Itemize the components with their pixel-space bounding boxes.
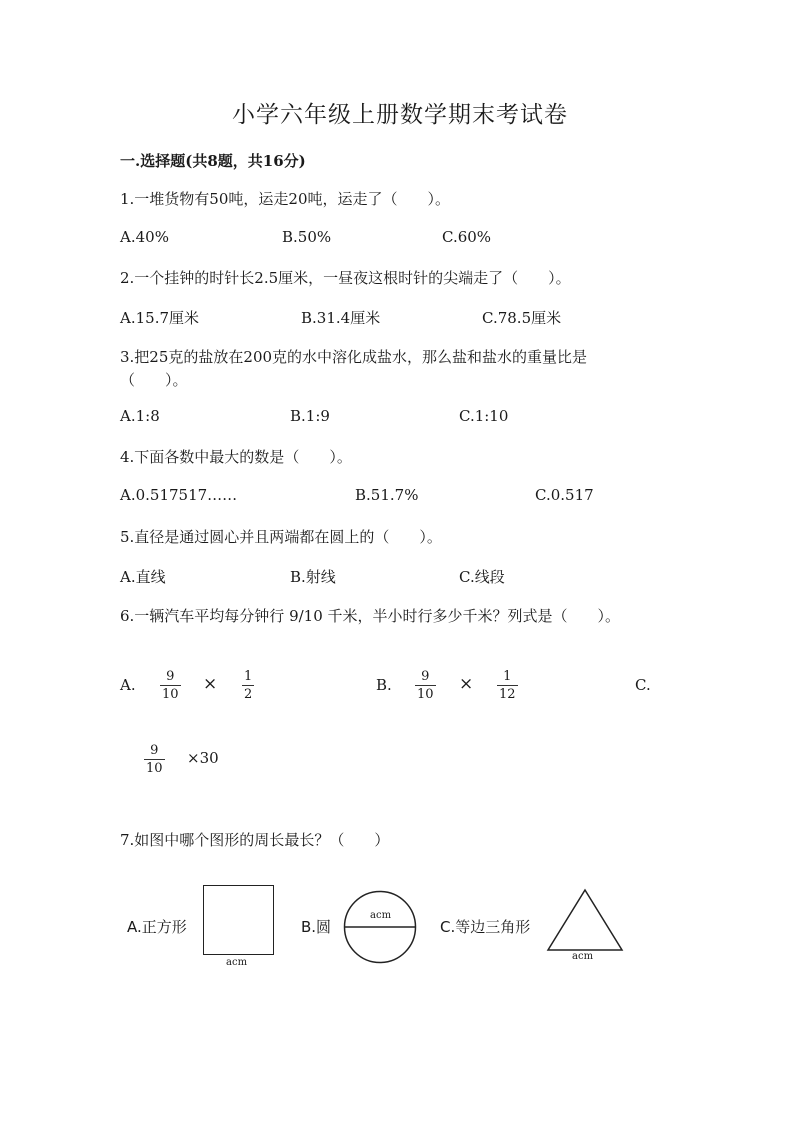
q6-a-fraction-2 — [242, 669, 254, 702]
q7-option-b: B.圆 — [301, 918, 332, 936]
q7-option-c: C.等边三角形 — [440, 918, 531, 936]
q5-option-a: A.直线 — [120, 568, 166, 586]
q6-c-times-30: ×30 — [187, 749, 219, 767]
q2-option-b: B.31.4厘米 — [301, 309, 381, 327]
q6-a-times: × — [203, 674, 218, 694]
question-2: 2.一个挂钟的时针长2.5厘米，一昼夜这根时针的尖端走了（ ）。 — [120, 269, 571, 287]
numerator: 9 — [150, 743, 159, 758]
q1-option-a: A.40% — [120, 228, 169, 246]
denominator: 10 — [417, 687, 434, 702]
q6-c-fraction — [144, 743, 165, 776]
q3-option-c: C.1:10 — [459, 407, 509, 425]
triangle-side-label: acm — [572, 951, 594, 962]
q6-b-fraction-2 — [497, 669, 518, 702]
q2-option-a: A.15.7厘米 — [120, 309, 199, 327]
q6-option-a-label: A. — [120, 676, 136, 694]
question-7: 7.如图中哪个图形的周长最长？（ ） — [120, 831, 390, 849]
square-side-label: acm — [226, 957, 248, 968]
question-6: 6.一辆汽车平均每分钟行 9/10 千米，半小时行多少千米？列式是（ ）。 — [120, 607, 621, 625]
denominator: 10 — [162, 687, 179, 702]
question-5: 5.直径是通过圆心并且两端都在圆上的（ ）。 — [120, 528, 442, 546]
numerator: 9 — [166, 669, 175, 684]
q1-option-b: B.50% — [282, 228, 332, 246]
numerator: 1 — [503, 669, 512, 684]
q1-option-c: C.60% — [442, 228, 492, 246]
q6-option-b-label: B. — [376, 676, 392, 694]
q3-option-a: A.1:8 — [120, 407, 160, 425]
section-heading: 一.选择题(共8题，共16分) — [120, 152, 306, 170]
question-1: 1.一堆货物有50吨，运走20吨，运走了（ ）。 — [120, 190, 450, 208]
question-4: 4.下面各数中最大的数是（ ）。 — [120, 448, 352, 466]
fraction-bar — [415, 685, 436, 686]
q5-option-b: B.射线 — [290, 568, 336, 586]
question-3-line-2: （ ）。 — [120, 371, 188, 389]
page-title: 小学六年级上册数学期末考试卷 — [232, 102, 568, 128]
numerator: 1 — [244, 669, 253, 684]
fraction-bar — [144, 759, 165, 760]
denominator: 2 — [244, 687, 253, 702]
circle-diameter-label: acm — [370, 910, 392, 921]
fraction-bar — [242, 685, 254, 686]
q4-option-c: C.0.517 — [535, 486, 594, 504]
denominator: 12 — [499, 687, 516, 702]
q6-b-fraction-1 — [415, 669, 436, 702]
q6-option-c-label: C. — [635, 676, 651, 694]
question-3-line-1: 3.把25克的盐放在200克的水中溶化成盐水，那么盐和盐水的重量比是 — [120, 348, 588, 366]
square-shape — [203, 885, 274, 955]
q7-option-a: A.正方形 — [127, 918, 187, 936]
q5-option-c: C.线段 — [459, 568, 505, 586]
q6-b-times: × — [459, 674, 474, 694]
q6-a-fraction-1 — [160, 669, 181, 702]
fraction-bar — [497, 685, 518, 686]
circle-shape — [343, 890, 417, 964]
q4-option-a: A.0.517517…… — [120, 486, 238, 504]
fraction-bar — [160, 685, 181, 686]
q2-option-c: C.78.5厘米 — [482, 309, 562, 327]
q3-option-b: B.1:9 — [290, 407, 330, 425]
triangle-shape — [545, 888, 625, 952]
triangle-outline — [548, 890, 622, 950]
q4-option-b: B.51.7% — [355, 486, 419, 504]
numerator: 9 — [421, 669, 430, 684]
denominator: 10 — [146, 761, 163, 776]
